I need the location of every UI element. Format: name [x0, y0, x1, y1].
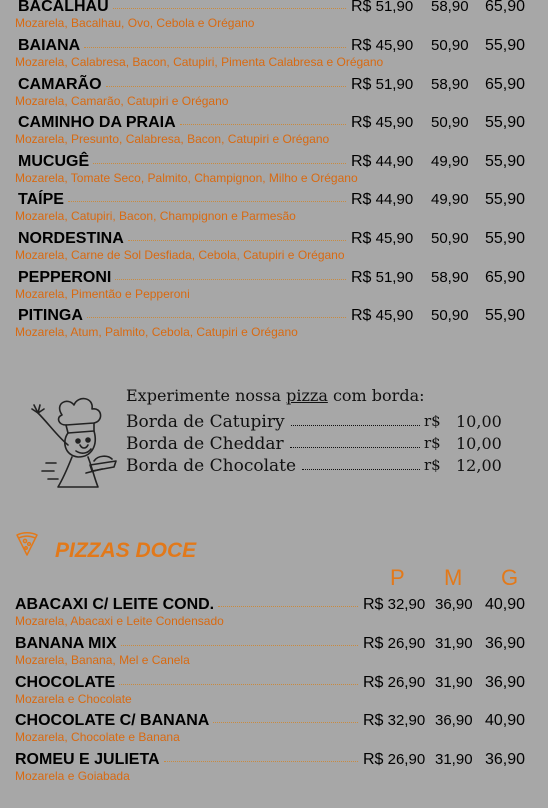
- item-description: Mozarela, Catupiri, Bacon, Champignon e Parmesão: [15, 209, 296, 223]
- price-large: 36,90: [485, 751, 526, 768]
- stuffed-crust-title: [126, 386, 425, 405]
- menu-item-row: [0, 191, 548, 229]
- currency-symbol: R$: [351, 230, 372, 247]
- size-header-g: G: [501, 565, 519, 590]
- item-description: Mozarela, Atum, Palmito, Cebola, Catupiri e Orégano: [15, 325, 298, 339]
- price-large: 65,90: [485, 269, 526, 286]
- price-large: 36,90: [485, 635, 526, 652]
- price-small: [351, 76, 413, 94]
- price-small-value: 32,90: [387, 712, 426, 729]
- price-medium: 31,90: [435, 751, 473, 768]
- price-large: 55,90: [485, 307, 526, 324]
- price-small: [351, 153, 413, 171]
- price-medium: 31,90: [435, 635, 473, 652]
- dot-leader: [302, 469, 420, 470]
- currency-symbol: R$: [363, 712, 384, 729]
- price-small: [351, 269, 413, 287]
- price-small: [351, 191, 413, 209]
- currency-symbol: R$: [351, 114, 372, 131]
- dot-leader: [121, 645, 358, 646]
- menu-item-row: [0, 307, 548, 345]
- price-large: 55,90: [485, 114, 526, 131]
- item-description: Mozarela, Calabresa, Bacon, Catupiri, Pimenta Calabresa e Orégano: [15, 55, 384, 69]
- menu-item-row: [0, 230, 548, 268]
- currency-symbol: R$: [351, 191, 372, 208]
- dot-leader: [84, 47, 346, 48]
- dot-leader: [218, 606, 358, 607]
- dot-leader: [290, 447, 420, 448]
- price-medium: 58,90: [431, 0, 469, 15]
- price-small-value: 26,90: [387, 674, 426, 691]
- item-description: Mozarela, Banana, Mel e Canela: [15, 653, 190, 667]
- price-small-value: 26,90: [387, 635, 426, 652]
- currency-symbol: R$: [351, 37, 372, 54]
- dot-leader: [164, 761, 358, 762]
- stuffed-crust-item: [126, 434, 506, 456]
- stuffed-crust-name: Borda de Cheddar: [126, 434, 284, 454]
- currency-symbol: R$: [351, 307, 372, 324]
- currency-symbol: R$: [363, 674, 384, 691]
- price-large: 65,90: [485, 76, 526, 93]
- dot-leader: [213, 722, 358, 723]
- dot-leader: [115, 279, 346, 280]
- price-small: [363, 635, 425, 653]
- stuffed-crust-price: 10,00: [456, 412, 502, 431]
- price-small: [351, 114, 413, 132]
- price-large: 55,90: [485, 191, 526, 208]
- menu-item-row: [0, 76, 548, 114]
- item-name: MUCUGÊ: [18, 153, 90, 170]
- item-description: Mozarela, Chocolate e Banana: [15, 730, 180, 744]
- price-small-value: 45,90: [375, 307, 414, 324]
- menu-item-row: [0, 674, 548, 712]
- price-small-value: 51,90: [375, 0, 414, 15]
- item-name: BANANA MIX: [15, 635, 117, 652]
- currency-symbol: R$: [351, 269, 372, 286]
- stuffed-crust-block: [0, 380, 548, 500]
- price-medium: 50,90: [431, 230, 469, 247]
- price-small: [351, 0, 413, 16]
- price-small-value: 51,90: [375, 269, 414, 286]
- price-medium: 58,90: [431, 269, 469, 286]
- stuffed-crust-price: 10,00: [456, 434, 502, 453]
- menu-item-row: [0, 712, 548, 750]
- price-small-value: 44,90: [375, 153, 414, 170]
- menu-item-row: [0, 0, 548, 36]
- price-small: [363, 712, 425, 730]
- price-small-value: 51,90: [375, 76, 414, 93]
- stuffed-crust-name: Borda de Catupiry: [126, 412, 285, 432]
- price-medium: 58,90: [431, 76, 469, 93]
- dot-leader: [106, 86, 346, 87]
- stuffed-crust-name: Borda de Chocolate: [126, 456, 297, 476]
- price-medium: 31,90: [435, 674, 473, 691]
- menu-item-row: [0, 37, 548, 75]
- size-header-m: M: [444, 565, 463, 590]
- price-large: 40,90: [485, 712, 526, 729]
- stuffed-crust-item: [126, 456, 506, 478]
- price-medium: 36,90: [435, 712, 473, 729]
- price-medium: 49,90: [431, 191, 469, 208]
- item-name: BACALHAU: [18, 0, 109, 15]
- price-small: [351, 307, 413, 325]
- dot-leader: [119, 684, 358, 685]
- dot-leader: [87, 317, 346, 318]
- currency-symbol: R$: [351, 0, 372, 15]
- stuffed-crust-title-suffix: com borda:: [327, 386, 425, 405]
- item-name: CAMARÃO: [18, 76, 102, 93]
- price-medium: 50,90: [431, 307, 469, 324]
- item-name: ROMEU E JULIETA: [15, 751, 160, 768]
- dot-leader: [128, 240, 346, 241]
- menu-item-row: [0, 114, 548, 152]
- price-medium: 50,90: [431, 114, 469, 131]
- price-medium: 50,90: [431, 37, 469, 54]
- item-name: BAIANA: [18, 37, 81, 54]
- price-large: 65,90: [485, 0, 526, 15]
- menu-item-row: [0, 596, 548, 634]
- currency-symbol: R$: [363, 635, 384, 652]
- price-small: [363, 674, 425, 692]
- price-large: 55,90: [485, 37, 526, 54]
- menu-item-row: [0, 153, 548, 191]
- sweet-pizzas-title: PIZZAS DOCE: [55, 539, 197, 562]
- item-description: Mozarela, Camarão, Catupiri e Orégano: [15, 94, 229, 108]
- price-large: 40,90: [485, 596, 526, 613]
- dot-leader: [113, 8, 346, 9]
- price-small: [351, 230, 413, 248]
- price-large: 55,90: [485, 230, 526, 247]
- item-description: Mozarela, Pimentão e Pepperoni: [15, 287, 190, 301]
- item-description: Mozarela, Bacalhau, Ovo, Cebola e Orégano: [15, 16, 255, 30]
- price-medium: 49,90: [431, 153, 469, 170]
- item-name: TAÍPE: [18, 191, 64, 208]
- size-header-p: P: [390, 565, 405, 590]
- price-small: [351, 37, 413, 55]
- item-name: CAMINHO DA PRAIA: [18, 114, 176, 131]
- item-name: PEPPERONI: [18, 269, 112, 286]
- menu-item-row: [0, 635, 548, 673]
- stuffed-crust-price: 12,00: [456, 456, 502, 475]
- currency-symbol: R$: [351, 153, 372, 170]
- item-description: Mozarela e Goiabada: [15, 769, 130, 783]
- dot-leader: [93, 163, 346, 164]
- item-description: Mozarela e Chocolate: [15, 692, 132, 706]
- currency-symbol: R$: [363, 596, 384, 613]
- price-small: [363, 751, 425, 769]
- currency-symbol: r$: [424, 434, 441, 452]
- currency-symbol: R$: [351, 76, 372, 93]
- item-name: NORDESTINA: [18, 230, 124, 247]
- price-small-value: 32,90: [387, 596, 426, 613]
- price-small: [363, 596, 425, 614]
- dot-leader: [180, 124, 346, 125]
- price-small-value: 45,90: [375, 114, 414, 131]
- stuffed-crust-item: [126, 412, 506, 434]
- menu-item-row: [0, 269, 548, 307]
- price-small-value: 26,90: [387, 751, 426, 768]
- price-small-value: 45,90: [375, 230, 414, 247]
- dot-leader: [291, 425, 420, 426]
- item-description: Mozarela, Abacaxi e Leite Condensado: [15, 614, 224, 628]
- price-medium: 36,90: [435, 596, 473, 613]
- currency-symbol: r$: [424, 456, 441, 474]
- item-name: CHOCOLATE C/ BANANA: [15, 712, 210, 729]
- price-large: 36,90: [485, 674, 526, 691]
- stuffed-crust-title-prefix: Experimente nossa: [126, 386, 287, 405]
- menu-item-row: [0, 751, 548, 789]
- item-description: Mozarela, Tomate Seco, Palmito, Champignon, Milho e Orégano: [15, 171, 358, 185]
- currency-symbol: R$: [363, 751, 384, 768]
- item-name: ABACAXI C/ LEITE COND.: [15, 596, 215, 613]
- stuffed-crust-title-underlined: pizza: [286, 386, 328, 405]
- item-name: PITINGA: [18, 307, 83, 324]
- price-small-value: 45,90: [375, 37, 414, 54]
- price-large: 55,90: [485, 153, 526, 170]
- currency-symbol: r$: [424, 412, 441, 430]
- item-name: CHOCOLATE: [15, 674, 116, 691]
- item-description: Mozarela, Presunto, Calabresa, Bacon, Catupiri e Orégano: [15, 132, 330, 146]
- dot-leader: [68, 201, 346, 202]
- item-description: Mozarela, Carne de Sol Desfiada, Cebola, Catupiri e Orégano: [15, 248, 345, 262]
- pizza-slice-icon: [15, 531, 39, 557]
- price-small-value: 44,90: [375, 191, 414, 208]
